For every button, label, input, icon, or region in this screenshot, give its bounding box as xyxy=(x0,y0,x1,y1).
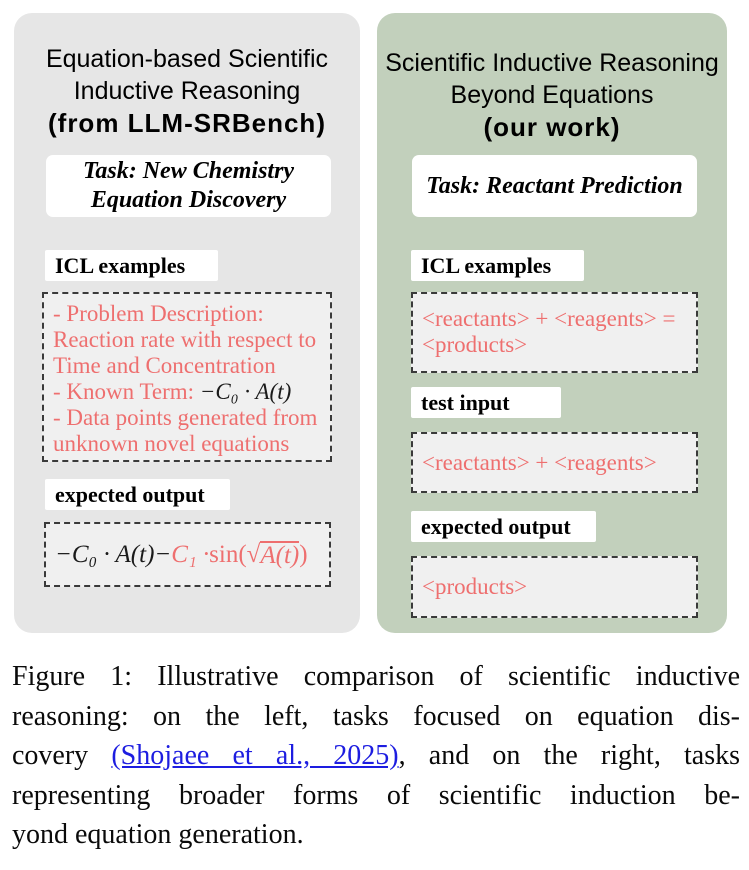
icl-data-points-line2: unknown novel equations xyxy=(53,431,290,456)
caption-line5: yond equation generation. xyxy=(12,819,304,850)
caption-line3-pre: covery xyxy=(12,740,112,771)
sqrt-sign: √ xyxy=(246,540,261,568)
citation-link-shojaee-2025[interactable]: (Shojaee et al., 2025) xyxy=(111,740,399,771)
left-task-box xyxy=(46,155,331,217)
expected-equation-close-paren: ) xyxy=(299,540,308,568)
right-icl-examples-box xyxy=(411,292,698,373)
known-term-label: - Known Term: xyxy=(53,379,200,404)
right-title-line1: Scientific Inductive Reasoning xyxy=(385,49,719,77)
icl-reaction-template-line1: <reactants> + <reagents> = xyxy=(422,306,676,331)
icl-data-points-line1: - Data points generated from xyxy=(53,405,318,430)
caption-line4: representing broader forms of scientific induction be- xyxy=(12,779,740,811)
left-expected-output-label: expected output xyxy=(45,479,230,510)
left-task-line1: Task: New Chemistry xyxy=(82,158,295,184)
caption-line1: Figure 1: Illustrative comparison of scientific inductive xyxy=(12,661,740,692)
left-title-line2: Inductive Reasoning xyxy=(73,77,301,105)
left-task-line2: Equation Discovery xyxy=(90,187,287,213)
expected-equation-known-part: −C₀ · A(t)− xyxy=(55,540,172,568)
caption-line2: reasoning: on the left, tasks focused on equation dis- xyxy=(12,700,740,732)
caption-line3 xyxy=(12,736,740,776)
left-title-source: (from LLM-SRBench) xyxy=(48,108,326,138)
icl-reaction-template-line2: <products> xyxy=(422,332,528,357)
left-expected-output-box xyxy=(44,522,331,587)
left-panel-equation-based xyxy=(14,13,360,633)
sqrt-argument: A(t) xyxy=(260,541,300,569)
right-test-input-label: test input xyxy=(411,387,561,418)
left-title-line1: Equation-based Scientific xyxy=(45,45,329,73)
right-panel-title xyxy=(377,47,727,143)
icl-problem-line1: - Problem Description: xyxy=(53,301,264,326)
right-expected-output-label: expected output xyxy=(411,511,596,542)
right-expected-output-box: <products> xyxy=(411,556,698,618)
known-term-math: −C₀ · A(t) xyxy=(199,379,292,404)
left-icl-examples-box xyxy=(42,292,332,462)
icl-problem-line2: Reaction rate with respect to xyxy=(53,327,317,352)
right-test-input-box: <reactants> + <reagents> xyxy=(411,432,698,493)
right-title-source: (our work) xyxy=(483,112,621,142)
right-title-line2: Beyond Equations xyxy=(450,81,654,109)
icl-known-term-line xyxy=(53,379,321,405)
left-panel-title xyxy=(14,43,360,139)
left-icl-examples-label: ICL examples xyxy=(45,250,218,281)
right-task-box: Task: Reactant Prediction xyxy=(412,155,697,217)
icl-problem-line3: Time and Concentration xyxy=(53,353,276,378)
figure-caption xyxy=(12,657,740,855)
expected-equation-c1: C₁ · xyxy=(171,540,210,568)
caption-line3-post: , and on the right, tasks xyxy=(398,740,740,771)
right-icl-examples-label: ICL examples xyxy=(411,250,584,281)
right-panel-beyond-equations xyxy=(377,13,727,633)
expected-equation-sin: sin( xyxy=(209,540,247,568)
